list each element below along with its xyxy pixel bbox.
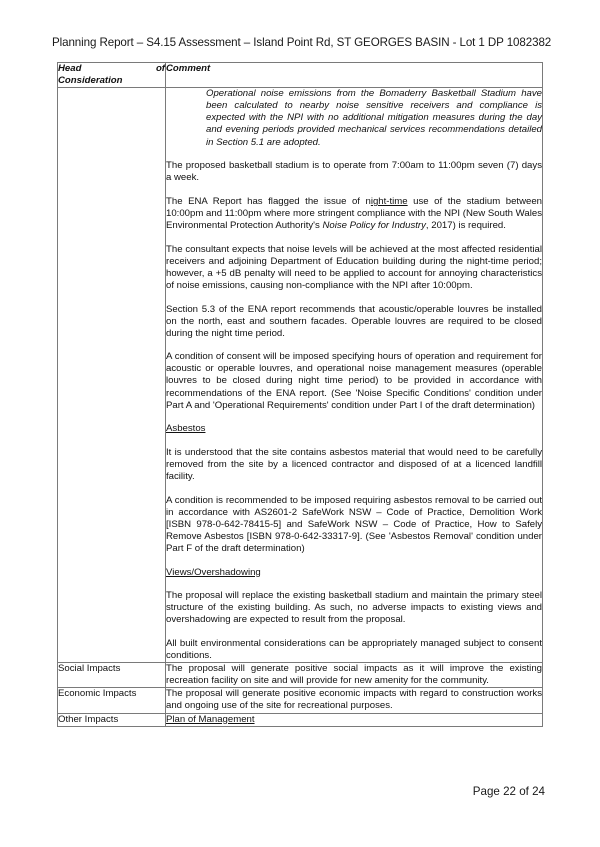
table-row-economic-impacts [58,688,543,713]
paragraph-section-5-3: Section 5.3 of the ENA report recommends that acoustic/operable louvres be installed on the north, east and southern facades. Operable louvres are required to be closed during the night time period. [166,303,542,339]
table-row-other-impacts [58,713,543,726]
text: The ENA Report has flagged the issue of n [166,195,371,207]
head-cell-empty [58,88,166,663]
head-cell: Economic Impacts [58,688,166,713]
column-header-comment: Comment [166,63,543,88]
text: , 2017) is required. [425,220,506,232]
header-word-of: of [155,63,165,74]
column-header-head-of-consideration [58,63,166,88]
header-word-consideration: Consideration [58,75,123,87]
text: use of the stadium between 10:00pm and 11:00pm where more stringent compliance with the NPI (New South Wales Environmental Protection Authority's [166,195,543,232]
subheading-asbestos: Asbestos [166,423,206,435]
paragraph-asbestos-condition: A condition is recommended to be imposed requiring asbestos removal to be carried out in accordance with AS2601-2 SafeWork NSW – Code of Practice, Demolition Work [ISBN 978-0-642-78415-5] and SafeWork NSW – Code of Practice, How to Safely Remove Asbestos [ISBN 978-0-642-33317-9]. (See 'Asbestos Removal' condition under Part F of the draft determination) [166,494,542,554]
comment-cell: The proposal will generate positive economic impacts with regard to construction works and ongoing use of the site for recreational purposes. [166,688,542,712]
comment-cell: The proposal will generate positive social impacts as it will improve the existing recreation facility on site and will provide for new amenity for the community. [166,663,542,687]
page-header-title: Planning Report – S4.15 Assessment – Island Point Rd, ST GEORGES BASIN - Lot 1 DP 1082382 [52,36,552,49]
head-cell: Social Impacts [58,663,166,688]
paragraph-operating-hours: The proposed basketball stadium is to operate from 7:00am to 11:00pm seven (7) days a week. [166,160,542,184]
head-cell: Other Impacts [58,713,166,726]
italic-noise-policy: Noise Policy for Industry [322,220,426,232]
paragraph-asbestos: It is understood that the site contains asbestos material that would need to be carefully removed from the site by a licenced contractor and disposed of at a licenced landfill facility. [166,446,542,483]
comment-cell [166,88,543,663]
page-number: Page 22 of 24 [472,785,545,798]
paragraph-ena-report [166,196,542,232]
subheading-plan-of-management: Plan of Management [166,713,255,725]
paragraph-views: The proposal will replace the existing basketball stadium and maintain the primary steel structure of the existing building. As such, no adverse impacts to existing views and overshadowing are expected to result from the proposal. [166,590,542,626]
paragraph-condition-of-consent: A condition of consent will be imposed specifying hours of operation and requirement for acoustic or operable louvres, and operational noise management measures (operable louvres to be closed during night time period) to be provided in accordance with recommendations of the ENA report. (See 'Noise Specific Conditions' condition under Part A and 'Operational Requirements' condition under Part I of the draft determination) [166,351,542,411]
paragraph-built-environment: All built environmental considerations can be appropriately managed subject to consent conditions. [166,637,542,662]
table-header-row [58,63,543,88]
header-word-head: Head [58,63,82,74]
paragraph-consultant: The consultant expects that noise levels will be achieved at the most affected residential receivers and adjoining Department of Education building during the night-time period; however, a +5 dB penalty will need to be applied to account for annoying characteristics of noise emissions, causing non-compliance with the NPI after 10:00pm. [166,243,542,291]
consideration-table [57,62,543,727]
table-row-social-impacts [58,663,543,688]
comment-cell [166,713,543,726]
subheading-views-overshadowing: Views/Overshadowing [166,566,261,578]
underlined-night-time: ight-time [370,195,408,207]
quote-npi-compliance: Operational noise emissions from the Bomaderry Basketball Stadium have been calculated to nearby noise sensitive receivers and compliance is expected with the NPI with no additional mitigation measures during the day and evening periods provided mechanical services recommendations detailed in Section 5.1 are adopted. [206,88,542,148]
table-row-continued [58,88,543,663]
